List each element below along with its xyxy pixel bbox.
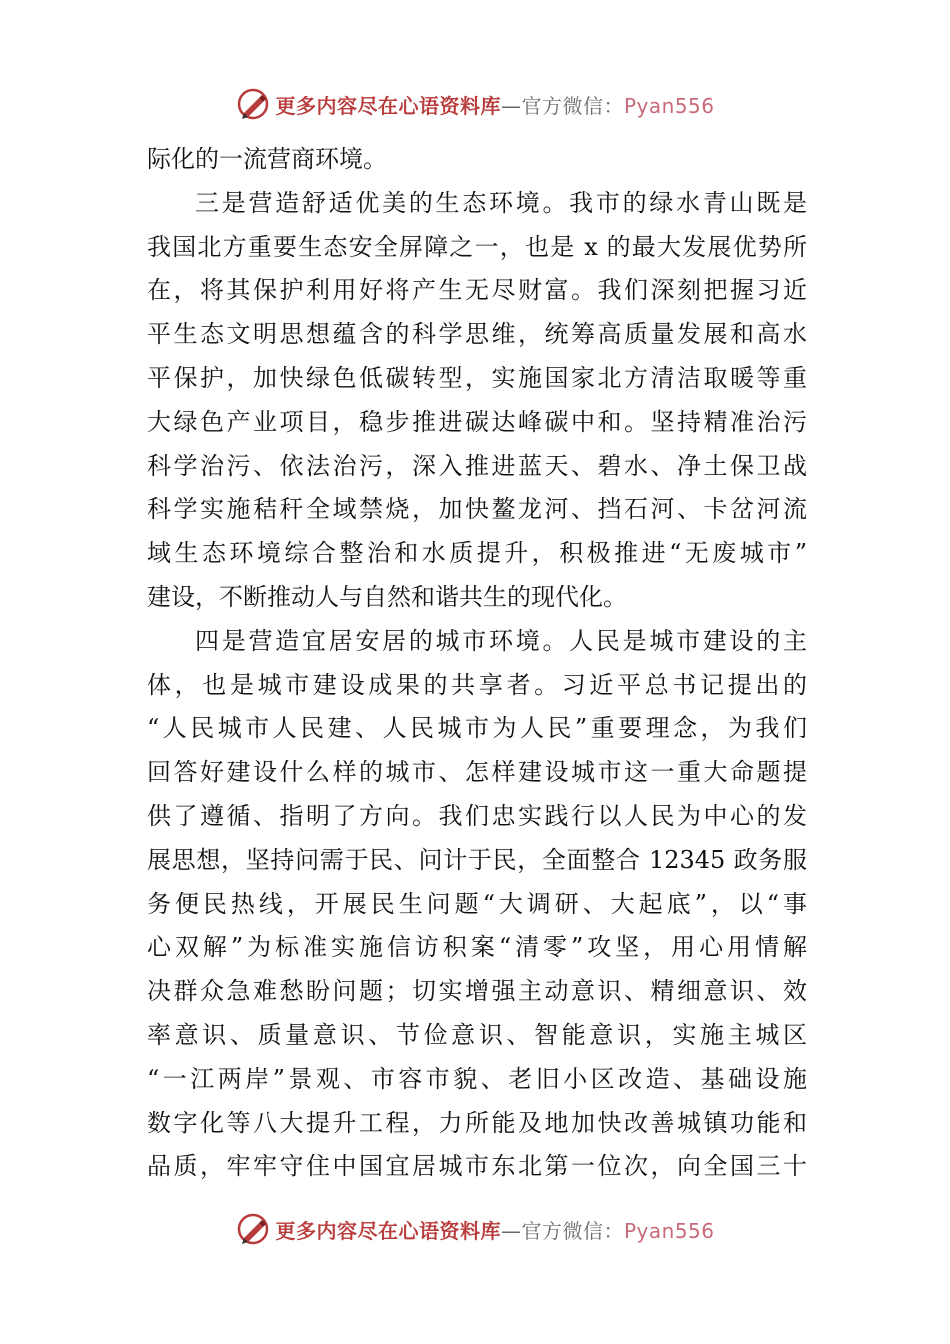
text-line: 供了遵循、指明了方向。我们忠实践行以人民为中心的发: [147, 801, 807, 830]
text-line: 大绿色产业项目，稳步推进碳达峰碳中和。坚持精准治污: [147, 407, 807, 436]
footer-banner-text: [275, 1215, 714, 1244]
text-line: 率意识、质量意识、节俭意识、智能意识，实施主城区: [147, 1020, 807, 1049]
text-line: 四是营造宜居安居的城市环境。人民是城市建设的主: [195, 626, 807, 655]
text-line: 心双解”为标准实施信访积案“清零”攻坚，用心用情解: [147, 933, 807, 962]
header-wechat-id: Pyan556: [623, 93, 715, 118]
text-line: 我国北方重要生态安全屏障之一，也是 x 的最大发展优势所: [147, 232, 807, 261]
text-line: 科学治污、依法治污，深入推进蓝天、碧水、净土保卫战: [147, 451, 807, 480]
text-line: “一江两岸”景观、市容市貌、老旧小区改造、基础设施: [147, 1064, 807, 1093]
text-line: 域生态环境综合整治和水质提升，积极推进“无废城市”: [147, 539, 807, 568]
pen-logo-icon: [235, 1211, 271, 1247]
header-brand: 更多内容尽在心语资料库: [275, 93, 501, 118]
text-line: 决群众急难愁盼问题；切实增强主动意识、精细意识、效: [147, 977, 807, 1006]
text-line: “人民城市人民建、人民城市为人民”重要理念，为我们: [147, 714, 807, 743]
text-line: 平生态文明思想蕴含的科学思维，统筹高质量发展和高水: [147, 320, 807, 349]
text-line: 平保护，加快绿色低碳转型，实施国家北方清洁取暖等重: [147, 363, 807, 392]
document-body: [147, 138, 807, 1189]
header-banner-text: [275, 90, 714, 119]
text-line: 品质，牢牢守住中国宜居城市东北第一位次，向全国三十: [147, 1152, 807, 1181]
text-line: 科学实施秸秆全域禁烧，加快鳌龙河、挡石河、卡岔河流: [147, 495, 807, 524]
footer-wechat-id: Pyan556: [623, 1218, 715, 1243]
text-line: 三是营造舒适优美的生态环境。我市的绿水青山既是: [195, 188, 807, 217]
text-line: 际化的一流营商环境。: [147, 145, 387, 173]
header-official-label: —官方微信：: [500, 93, 624, 118]
footer-banner: [0, 1209, 950, 1249]
text-line: 回答好建设什么样的城市、怎样建设城市这一重大命题提: [147, 758, 807, 787]
text-line: 在，将其保护利用好将产生无尽财富。我们深刻把握习近: [147, 276, 807, 305]
header-banner: [0, 84, 950, 124]
text-line: 建设，不断推动人与自然和谐共生的现代化。: [147, 582, 627, 611]
footer-official-label: —官方微信：: [500, 1218, 624, 1243]
text-line: 体，也是城市建设成果的共享者。习近平总书记提出的: [147, 670, 807, 699]
pen-logo-icon: [235, 86, 271, 122]
text-line: 数字化等八大提升工程，力所能及地加快改善城镇功能和: [147, 1108, 807, 1137]
text-line: 务便民热线，开展民生问题“大调研、大起底”，以“事: [147, 889, 807, 918]
footer-brand: 更多内容尽在心语资料库: [275, 1218, 501, 1243]
text-line: 展思想，坚持问需于民、问计于民，全面整合 12345 政务服: [147, 845, 807, 874]
